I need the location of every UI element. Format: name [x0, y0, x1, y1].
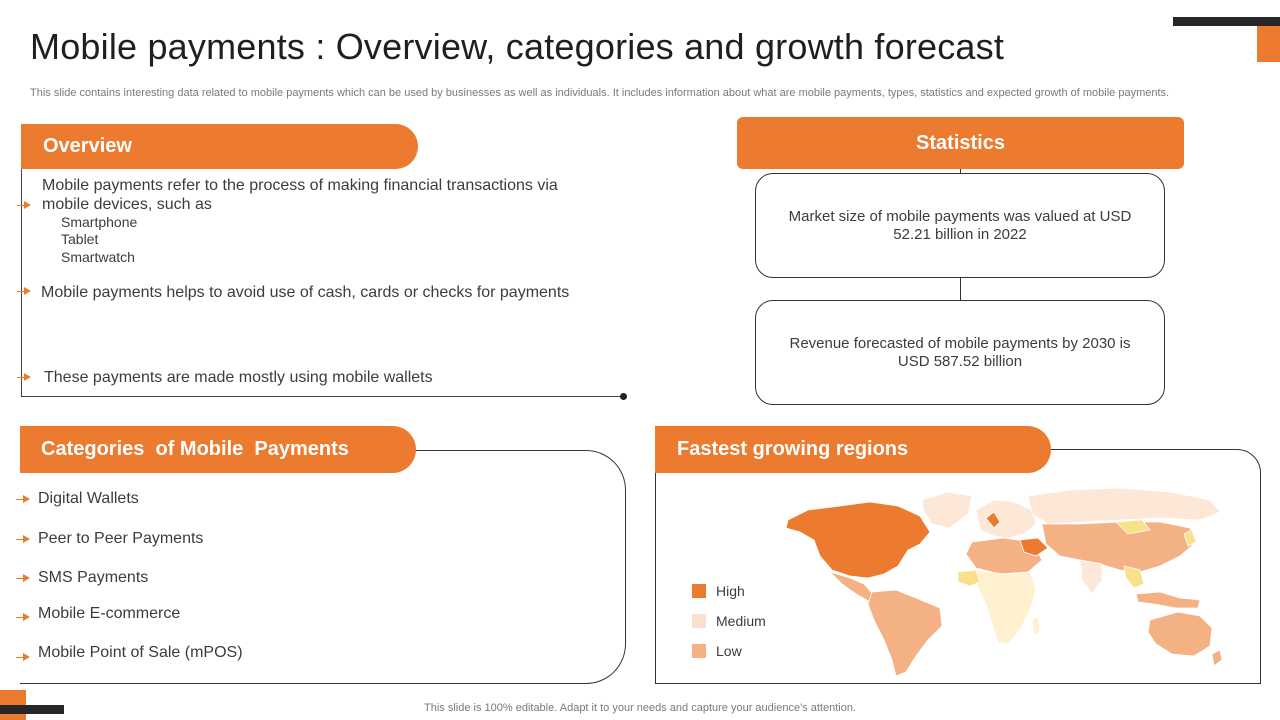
- legend-label-medium: Medium: [716, 613, 766, 629]
- bullet-arrow-icon: [23, 653, 30, 661]
- bullet-arrow-icon: [24, 373, 31, 381]
- map-region-north-america: [786, 502, 930, 578]
- overview-heading: [21, 124, 418, 169]
- stat-box-revenue-forecast: [755, 300, 1165, 405]
- stat-box-market-size: [755, 173, 1165, 278]
- map-region-asia: [1042, 522, 1196, 572]
- map-region-new-zealand: [1212, 650, 1222, 666]
- categories-heading-label: Categories of Mobile Payments: [41, 438, 349, 460]
- legend-swatch-low: [692, 644, 706, 658]
- bullet-arrow-icon: [23, 613, 30, 621]
- legend-swatch-high: [692, 584, 706, 598]
- stat-text: Market size of mobile payments was valued at USD 52.21 billion in 2022: [788, 207, 1132, 243]
- legend-label-low: Low: [716, 643, 742, 659]
- category-item: SMS Payments: [38, 569, 149, 586]
- overview-frame-dot: [620, 393, 627, 400]
- legend-swatch-medium: [692, 614, 706, 628]
- map-region-south-america: [868, 590, 942, 676]
- map-region-west-africa: [958, 570, 980, 586]
- stat-text: Revenue forecasted of mobile payments by 2030 is USD 587.52 billion: [789, 334, 1131, 370]
- overview-frame-bottom: [21, 396, 624, 397]
- overview-point-1: Mobile payments refer to the process of making financial transactions via mobile devices, such as: [42, 177, 558, 213]
- slide-footer: This slide is 100% editable. Adapt it to your needs and capture your audience's attention.: [424, 702, 856, 714]
- overview-heading-label: Overview: [43, 135, 132, 157]
- overview-point-3: These payments are made mostly using mobile wallets: [44, 369, 433, 386]
- device-item: Tablet: [61, 231, 99, 247]
- map-region-india: [1080, 560, 1102, 594]
- statistics-heading: [737, 117, 1184, 169]
- map-region-indonesia: [1136, 592, 1200, 608]
- world-map: [780, 480, 1230, 680]
- regions-heading: [655, 426, 1051, 473]
- decor-top-right-bar: [1173, 17, 1280, 26]
- map-region-russia: [1028, 488, 1220, 524]
- regions-heading-label: Fastest growing regions: [677, 438, 909, 460]
- bullet-arrow-icon: [23, 535, 30, 543]
- overview-point-2: Mobile payments helps to avoid use of cash, cards or checks for payments: [41, 284, 570, 301]
- map-region-madagascar: [1032, 616, 1040, 636]
- map-region-greenland: [922, 492, 972, 528]
- slide-title: Mobile payments : Overview, categories and growth forecast: [30, 26, 1005, 67]
- overview-frame-left: [21, 169, 22, 397]
- decor-top-right-square: [1257, 26, 1280, 62]
- statistics-heading-label: Statistics: [916, 131, 1005, 154]
- category-item: Mobile E-commerce: [38, 605, 181, 622]
- bullet-arrow-icon: [23, 574, 30, 582]
- map-region-europe: [976, 500, 1036, 538]
- map-region-africa: [976, 570, 1036, 644]
- category-item: Peer to Peer Payments: [38, 530, 204, 547]
- slide-subtitle: This slide contains interesting data related to mobile payments which can be used by businesses as well as individuals. It includes information about what are mobile payments, types, statistics and expected growth of mobile payments.: [30, 87, 1170, 99]
- bullet-arrow-icon: [24, 287, 31, 295]
- device-item: Smartphone: [61, 214, 138, 230]
- legend-label-high: High: [716, 583, 745, 599]
- bullet-arrow-icon: [24, 201, 31, 209]
- category-item: Mobile Point of Sale (mPOS): [38, 644, 243, 661]
- device-item: Smartwatch: [61, 249, 135, 265]
- bullet-arrow-icon: [23, 495, 30, 503]
- category-item: Digital Wallets: [38, 490, 139, 507]
- categories-heading: [20, 426, 416, 473]
- map-region-australia: [1148, 612, 1212, 656]
